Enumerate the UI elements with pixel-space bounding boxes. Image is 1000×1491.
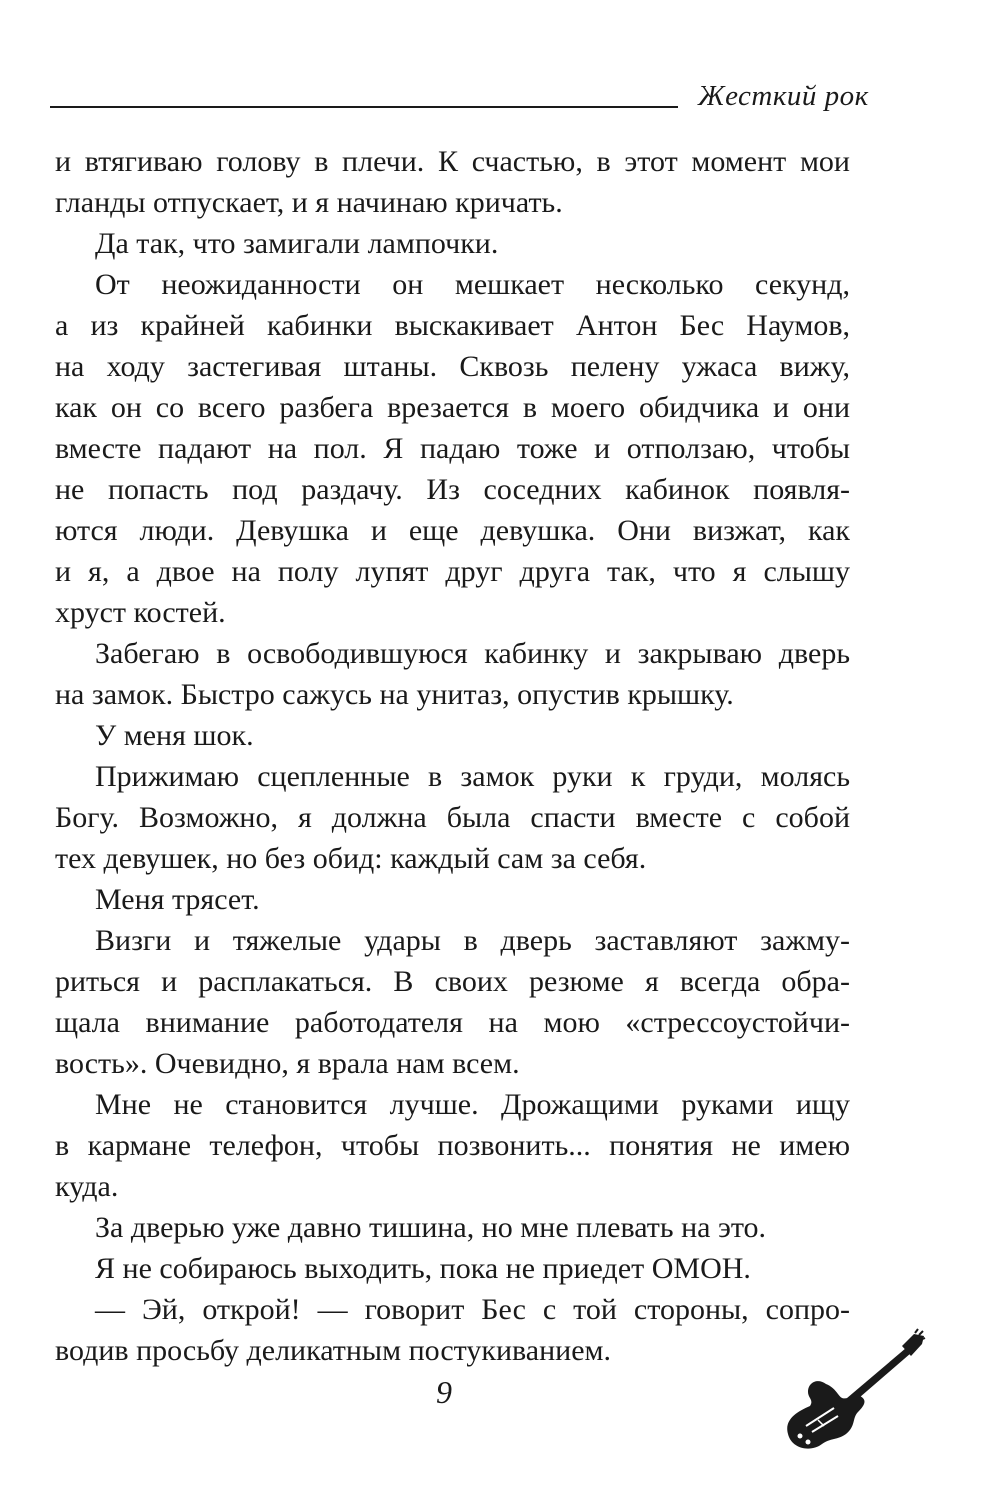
text-line: на ходу застегивая штаны. Сквозь пелену ужаса вижу, <box>55 350 850 383</box>
text-line: гланды отпускает, и я начинаю кричать. <box>55 186 563 219</box>
text-line: От неожиданности он мешкает несколько секунд, <box>95 268 850 301</box>
text-line: вместе падают на пол. Я падаю тоже и отползаю, чтобы <box>55 432 850 465</box>
page-number: 9 <box>436 1374 452 1410</box>
text-line: и я, а двое на полу лупят друг друга так, что я слышу <box>55 555 850 588</box>
text-line: ются люди. Девушка и еще девушка. Они визжат, как <box>55 514 850 547</box>
text-line: Мне не становится лучше. Дрожащими руками ищу <box>95 1088 850 1121</box>
text-line: У меня шок. <box>95 719 254 752</box>
electric-guitar-icon <box>778 1326 928 1456</box>
text-line: тех девушек, но без обид: каждый сам за себя. <box>55 842 647 875</box>
text-line: куда. <box>55 1170 119 1203</box>
text-line: не попасть под раздачу. Из соседних кабинок появля- <box>55 473 850 506</box>
text-line: на замок. Быстро сажусь на унитаз, опустив крышку. <box>55 678 734 711</box>
text-line: За дверью уже давно тишина, но мне плевать на это. <box>95 1211 767 1244</box>
text-line: водив просьбу деликатным постукиванием. <box>55 1334 612 1367</box>
text-line: Да так, что замигали лампочки. <box>95 227 499 260</box>
text-line: Прижимаю сцепленные в замок руки к груди, молясь <box>95 760 850 793</box>
header-rule <box>50 106 678 108</box>
text-line: Забегаю в освободившуюся кабинку и закрываю дверь <box>95 637 850 670</box>
text-line: в кармане телефон, чтобы позвонить... понятия не имею <box>55 1129 850 1162</box>
text-line: — Эй, открой! — говорит Бес с той стороны, сопро- <box>95 1293 850 1326</box>
text-line: Визги и тяжелые удары в дверь заставляют зажму- <box>95 924 850 957</box>
text-line: и втягиваю голову в плечи. К счастью, в этот момент мои <box>55 145 850 178</box>
text-line: Я не собираюсь выходить, пока не приедет ОМОН. <box>95 1252 751 1285</box>
text-line: щала внимание работодателя на мою «стрессоустойчи- <box>55 1006 850 1039</box>
running-head: Жесткий рок <box>698 80 869 112</box>
text-line: вость». Очевидно, я врала нам всем. <box>55 1047 520 1080</box>
text-line: а из крайней кабинки выскакивает Антон Бес Наумов, <box>55 309 850 342</box>
text-line: риться и расплакаться. В своих резюме я всегда обра- <box>55 965 850 998</box>
text-line: Меня трясет. <box>95 883 260 916</box>
text-line: хруст костей. <box>55 596 226 629</box>
text-line: Богу. Возможно, я должна была спасти вместе с собой <box>55 801 850 834</box>
text-line: как он со всего разбега врезается в моего обидчика и они <box>55 391 850 424</box>
